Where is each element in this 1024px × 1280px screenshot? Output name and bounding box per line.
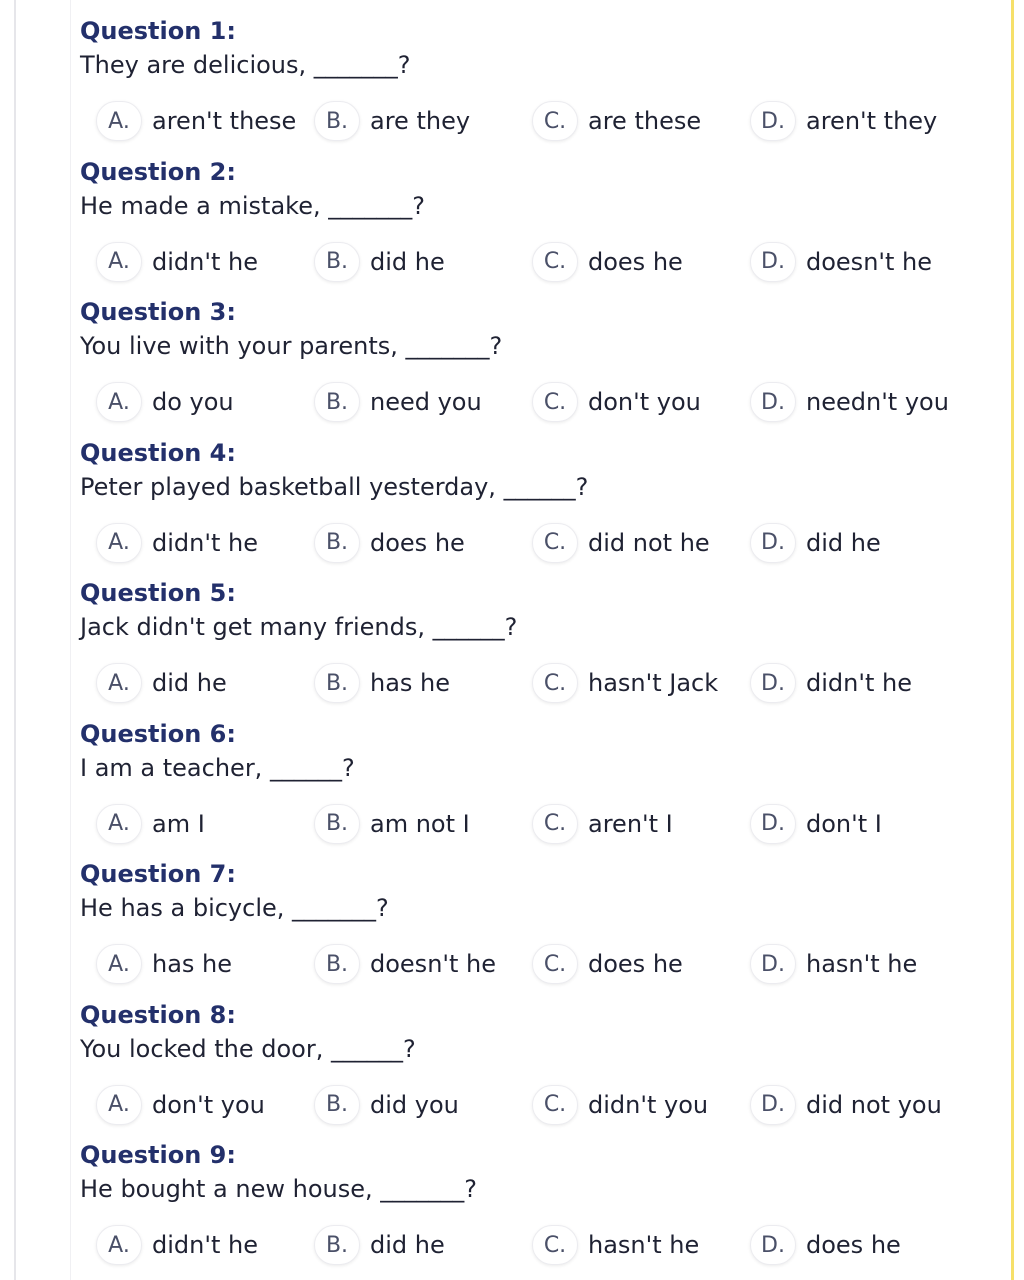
question-block-1 (80, 16, 990, 157)
option-letter-badge: D. (750, 663, 796, 703)
option-letter-badge: D. (750, 1225, 796, 1265)
question-title: Question 3: (80, 298, 236, 326)
option-letter-badge: B. (314, 523, 360, 563)
answer-options (96, 943, 996, 985)
option-letter-badge: D. (750, 101, 796, 141)
answer-option-c[interactable] (532, 943, 683, 985)
answer-option-c[interactable] (532, 100, 701, 142)
option-letter-badge: D. (750, 804, 796, 844)
option-text: need you (370, 388, 482, 416)
option-letter-badge: D. (750, 523, 796, 563)
answer-option-d[interactable] (750, 381, 949, 423)
question-block-2 (80, 157, 990, 298)
option-letter-badge: B. (314, 804, 360, 844)
question-text: He made a mistake, _______? (80, 191, 425, 220)
inner-margin-line (70, 0, 71, 1280)
answer-option-a[interactable] (96, 241, 258, 283)
option-letter-badge: C. (532, 1085, 578, 1125)
answer-option-b[interactable] (314, 381, 482, 423)
option-letter-badge: B. (314, 382, 360, 422)
quiz-list (80, 16, 990, 1280)
answer-options (96, 662, 996, 704)
option-letter-badge: C. (532, 523, 578, 563)
option-text: hasn't he (806, 950, 918, 978)
option-text: am I (152, 809, 205, 838)
answer-options (96, 522, 996, 564)
answer-option-a[interactable] (96, 522, 258, 564)
option-text: has he (370, 669, 451, 697)
question-block-9 (80, 1140, 990, 1280)
answer-options (96, 100, 996, 142)
option-text: am not I (370, 809, 470, 838)
option-text: didn't he (806, 669, 912, 697)
option-letter-badge: B. (314, 944, 360, 984)
question-text: I am a teacher, ______? (80, 753, 355, 782)
question-text: They are delicious, _______? (80, 51, 411, 79)
option-letter-badge: D. (750, 1085, 796, 1125)
option-letter-badge: A. (96, 523, 142, 563)
option-text: doesn't he (806, 247, 933, 276)
answer-option-c[interactable] (532, 522, 710, 564)
option-text: doesn't he (370, 950, 497, 978)
answer-option-b[interactable] (314, 662, 450, 704)
answer-options (96, 1224, 996, 1266)
answer-option-b[interactable] (314, 1224, 445, 1266)
option-text: aren't these (152, 107, 297, 135)
answer-option-a[interactable] (96, 381, 234, 423)
answer-option-d[interactable] (750, 803, 882, 845)
answer-option-c[interactable] (532, 803, 673, 845)
option-text: hasn't Jack (588, 669, 719, 697)
option-letter-badge: C. (532, 663, 578, 703)
option-letter-badge: C. (532, 101, 578, 141)
option-letter-badge: A. (96, 1225, 142, 1265)
option-text: did he (370, 1231, 445, 1259)
answer-option-d[interactable] (750, 1084, 942, 1126)
option-text: hasn't he (588, 1231, 700, 1259)
question-title: Question 6: (80, 719, 236, 748)
question-title: Question 9: (80, 1141, 236, 1169)
option-text: has he (152, 950, 233, 978)
option-letter-badge: A. (96, 242, 142, 282)
answer-options (96, 241, 996, 283)
question-text: Jack didn't get many friends, ______? (80, 613, 518, 641)
option-text: aren't I (588, 809, 673, 838)
answer-option-c[interactable] (532, 1084, 708, 1126)
option-letter-badge: A. (96, 101, 142, 141)
option-text: don't you (152, 1090, 265, 1119)
answer-option-b[interactable] (314, 803, 470, 845)
option-text: didn't he (152, 247, 258, 276)
option-letter-badge: B. (314, 1085, 360, 1125)
option-letter-badge: C. (532, 804, 578, 844)
option-letter-badge: B. (314, 242, 360, 282)
answer-option-a[interactable] (96, 1084, 265, 1126)
question-title: Question 1: (80, 17, 236, 45)
question-block-4 (80, 438, 990, 579)
option-text: are they (370, 107, 471, 135)
option-letter-badge: C. (532, 1225, 578, 1265)
option-letter-badge: D. (750, 242, 796, 282)
question-block-7 (80, 859, 990, 1000)
question-text: You live with your parents, _______? (80, 332, 503, 360)
answer-option-b[interactable] (314, 100, 470, 142)
option-text: did he (806, 528, 881, 557)
left-margin-line (14, 0, 16, 1280)
question-block-5 (80, 578, 990, 719)
answer-option-a[interactable] (96, 1224, 258, 1266)
option-letter-badge: A. (96, 382, 142, 422)
question-title: Question 2: (80, 157, 236, 186)
question-title: Question 5: (80, 579, 236, 607)
answer-option-a[interactable] (96, 662, 227, 704)
option-letter-badge: B. (314, 1225, 360, 1265)
option-letter-badge: D. (750, 382, 796, 422)
option-text: aren't they (806, 107, 938, 135)
answer-option-c[interactable] (532, 381, 701, 423)
option-letter-badge: C. (532, 242, 578, 282)
option-letter-badge: A. (96, 1085, 142, 1125)
option-letter-badge: A. (96, 944, 142, 984)
option-text: does he (806, 1231, 901, 1259)
option-text: does he (370, 528, 465, 557)
answer-option-b[interactable] (314, 241, 445, 283)
answer-option-c[interactable] (532, 662, 718, 704)
option-text: needn't you (806, 388, 949, 416)
answer-option-c[interactable] (532, 241, 683, 283)
question-text: You locked the door, ______? (80, 1034, 416, 1063)
answer-option-d[interactable] (750, 1224, 901, 1266)
option-text: didn't he (152, 528, 258, 557)
question-title: Question 8: (80, 1000, 236, 1029)
right-border-line (1011, 0, 1014, 1280)
option-text: didn't he (152, 1231, 258, 1259)
option-text: does he (588, 950, 683, 978)
question-text: Peter played basketball yesterday, ______? (80, 472, 589, 501)
answer-option-b[interactable] (314, 1084, 459, 1126)
option-letter-badge: A. (96, 663, 142, 703)
question-title: Question 4: (80, 438, 236, 467)
option-text: don't you (588, 388, 701, 416)
answer-option-c[interactable] (532, 1224, 699, 1266)
question-block-6 (80, 719, 990, 860)
option-letter-badge: B. (314, 101, 360, 141)
option-text: didn't you (588, 1090, 709, 1119)
answer-option-d[interactable] (750, 943, 917, 985)
option-text: do you (152, 388, 234, 416)
option-text: are these (588, 107, 702, 135)
option-letter-badge: C. (532, 382, 578, 422)
answer-option-b[interactable] (314, 522, 465, 564)
option-text: did he (370, 247, 445, 276)
question-block-8 (80, 1000, 990, 1141)
option-text: did not he (588, 528, 710, 557)
answer-option-d[interactable] (750, 662, 912, 704)
answer-options (96, 803, 996, 845)
question-text: He bought a new house, _______? (80, 1175, 477, 1203)
answer-option-a[interactable] (96, 943, 232, 985)
option-letter-badge: A. (96, 804, 142, 844)
question-text: He has a bicycle, _______? (80, 894, 389, 922)
answer-option-d[interactable] (750, 100, 937, 142)
answer-option-a[interactable] (96, 100, 296, 142)
option-letter-badge: C. (532, 944, 578, 984)
answer-options (96, 381, 996, 423)
answer-options (96, 1084, 996, 1126)
question-title: Question 7: (80, 860, 236, 888)
option-text: did you (370, 1090, 459, 1119)
answer-option-d[interactable] (750, 241, 932, 283)
option-text: did not you (806, 1090, 942, 1119)
option-text: did he (152, 669, 227, 697)
option-letter-badge: D. (750, 944, 796, 984)
option-text: does he (588, 247, 683, 276)
answer-option-d[interactable] (750, 522, 881, 564)
option-text: don't I (806, 809, 882, 838)
answer-option-a[interactable] (96, 803, 205, 845)
question-block-3 (80, 297, 990, 438)
option-letter-badge: B. (314, 663, 360, 703)
answer-option-b[interactable] (314, 943, 496, 985)
